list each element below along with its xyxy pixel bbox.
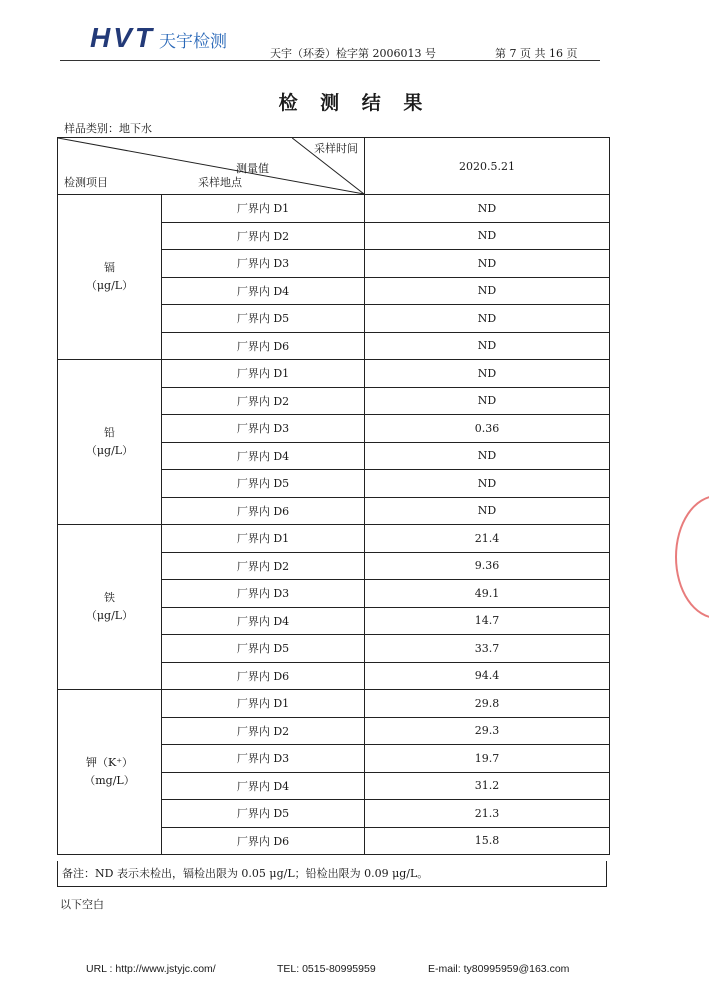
measured-value-cell: ND [365,250,610,278]
measured-value-cell: 9.36 [365,552,610,580]
parameter-cell [58,195,162,360]
parameter-name: 铅 [104,426,115,439]
sampling-site-cell: 厂界内 D6 [162,497,365,525]
sampling-site-cell: 厂界内 D4 [162,442,365,470]
parameter-name: 镉 [104,261,115,274]
parameter-cell [58,690,162,855]
measured-value-cell: 29.8 [365,690,610,718]
parameter-unit: （mg/L） [84,774,135,787]
sampling-site-cell: 厂界内 D2 [162,222,365,250]
parameter-unit: （μg/L） [85,279,134,292]
sampling-site-cell: 厂界内 D3 [162,250,365,278]
measured-value-cell: ND [365,470,610,498]
measured-value-cell: 94.4 [365,662,610,690]
parameter-unit: （μg/L） [85,444,134,457]
measured-value-cell: 21.4 [365,525,610,553]
parameter-cell [58,360,162,525]
blank-below-note: 以下空白 [60,898,104,911]
measured-value-cell: 14.7 [365,607,610,635]
report-number: 天宇（环委）检字第 2006013 号 [270,47,436,60]
sampling-site-cell: 厂界内 D2 [162,387,365,415]
header-sampling-time: 采样时间 [314,142,358,155]
measured-value-cell: ND [365,360,610,388]
measured-value-cell: 31.2 [365,772,610,800]
measured-value-cell: 0.36 [365,415,610,443]
measured-value-cell: 19.7 [365,745,610,773]
measured-value-cell: ND [365,442,610,470]
results-table [57,137,610,855]
sampling-site-cell: 厂界内 D1 [162,525,365,553]
sample-type: 样品类别：地下水 [64,122,152,135]
parameter-name: 钾（K⁺） [85,756,134,769]
measured-value-cell: 33.7 [365,635,610,663]
sampling-site-cell: 厂界内 D3 [162,415,365,443]
sampling-site-cell: 厂界内 D2 [162,552,365,580]
header-measured-value: 测量值 [236,162,269,175]
page-title: 检 测 结 果 [278,92,431,114]
measured-value-cell: ND [365,195,610,223]
sampling-site-cell: 厂界内 D6 [162,662,365,690]
table-header-diagonal-cell [58,138,365,195]
header-date: 2020.5.21 [365,138,610,195]
sampling-site-cell: 厂界内 D4 [162,772,365,800]
measured-value-cell: ND [365,277,610,305]
sampling-site-cell: 厂界内 D4 [162,277,365,305]
parameter-name: 铁 [104,591,115,604]
header-test-item: 检测项目 [64,176,108,189]
sampling-site-cell: 厂界内 D1 [162,195,365,223]
sampling-site-cell: 厂界内 D4 [162,607,365,635]
remark-note: 备注：ND 表示未检出，镉检出限为 0.05 μg/L；铅检出限为 0.09 μg/L。 [57,861,607,887]
header-divider [60,60,600,61]
sampling-site-cell: 厂界内 D5 [162,470,365,498]
sampling-site-cell: 厂界内 D5 [162,635,365,663]
sampling-site-cell: 厂界内 D3 [162,580,365,608]
logo-chinese: 天宇检测 [159,32,227,52]
table-row [58,360,610,388]
logo-latin: HVT [90,22,155,53]
table-row [58,525,610,553]
header-sampling-site: 采样地点 [198,176,242,189]
red-seal-stamp [675,495,709,619]
parameter-cell [58,525,162,690]
sampling-site-cell: 厂界内 D3 [162,745,365,773]
sampling-site-cell: 厂界内 D1 [162,690,365,718]
measured-value-cell: ND [365,387,610,415]
sampling-site-cell: 厂界内 D5 [162,800,365,828]
parameter-unit: （μg/L） [85,609,134,622]
page-number: 第 7 页 共 16 页 [495,47,578,60]
measured-value-cell: ND [365,222,610,250]
sampling-site-cell: 厂界内 D5 [162,305,365,333]
table-row [58,690,610,718]
measured-value-cell: ND [365,305,610,333]
measured-value-cell: 29.3 [365,717,610,745]
table-row [58,195,610,223]
company-logo [90,22,227,54]
footer-tel: TEL: 0515-80995959 [277,963,376,975]
measured-value-cell: 15.8 [365,827,610,855]
footer-url: URL : http://www.jstyjc.com/ [86,963,216,975]
measured-value-cell: 49.1 [365,580,610,608]
sampling-site-cell: 厂界内 D2 [162,717,365,745]
measured-value-cell: 21.3 [365,800,610,828]
footer-email: E-mail: ty80995959@163.com [428,963,570,975]
measured-value-cell: ND [365,332,610,360]
sampling-site-cell: 厂界内 D6 [162,332,365,360]
sampling-site-cell: 厂界内 D6 [162,827,365,855]
measured-value-cell: ND [365,497,610,525]
sampling-site-cell: 厂界内 D1 [162,360,365,388]
